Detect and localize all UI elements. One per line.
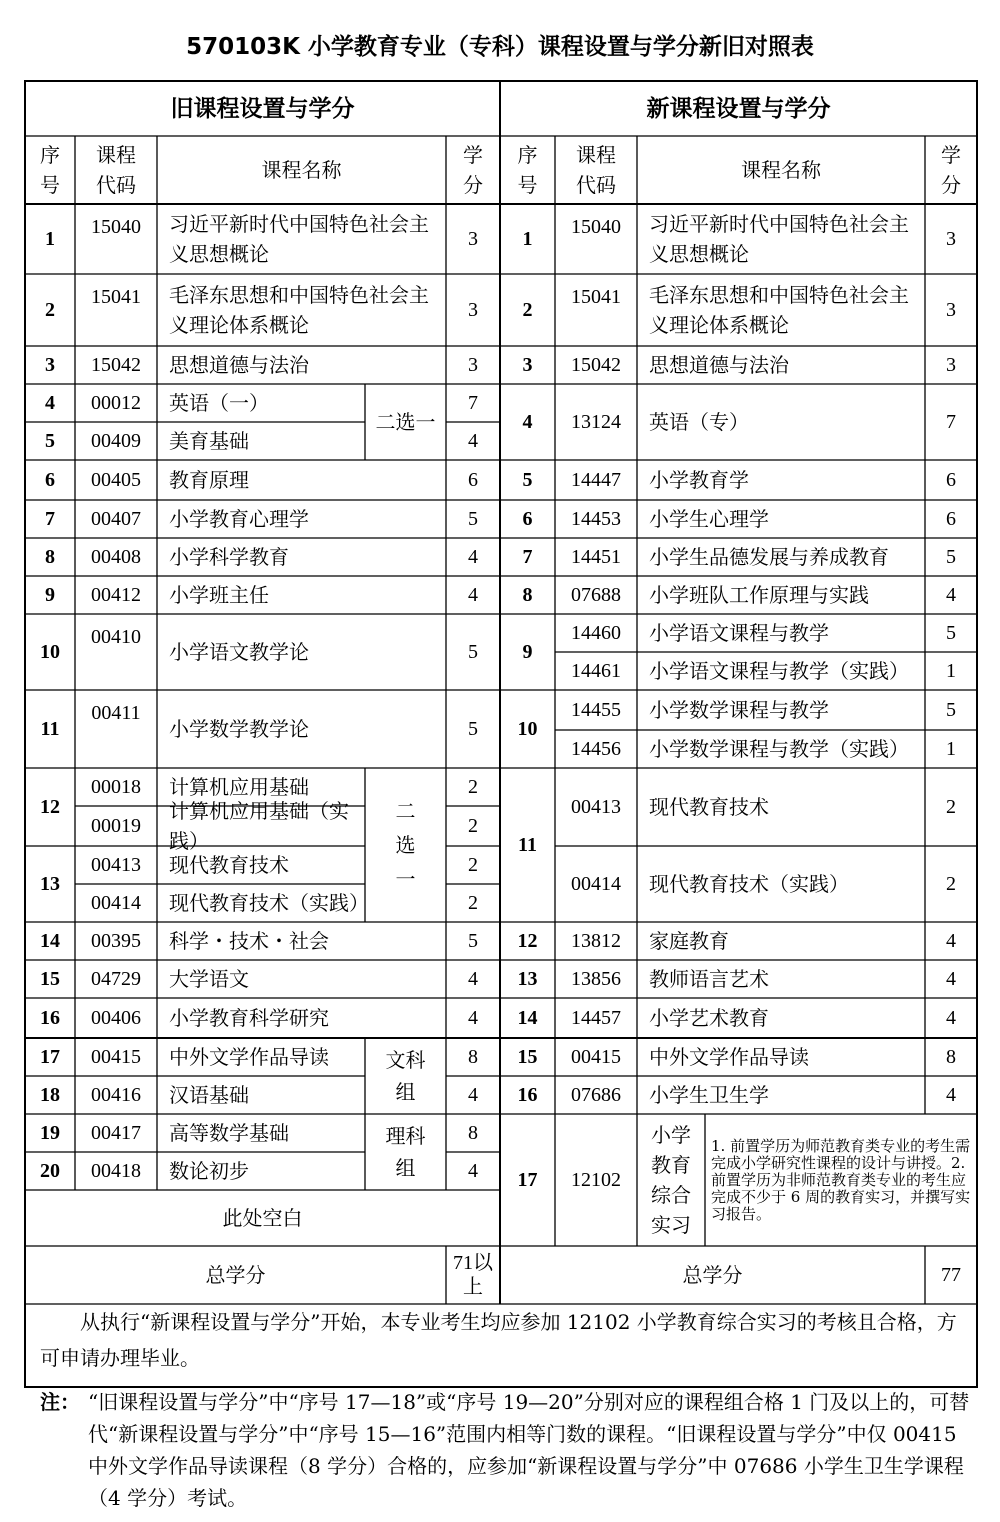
old-row-credit: 5 xyxy=(468,930,478,952)
old-row-credit: 2 xyxy=(468,892,478,914)
new-row-credit: 4 xyxy=(946,1084,956,1106)
new-row-seq: 13 xyxy=(517,968,538,990)
old-row-name: 汉语基础 xyxy=(169,1083,249,1107)
old-row-code: 00412 xyxy=(91,584,141,606)
new-row-seq: 15 xyxy=(517,1046,538,1068)
old-row-credit: 4 xyxy=(468,1084,478,1106)
old-row-credit: 4 xyxy=(468,584,478,606)
old-row-seq: 5 xyxy=(45,430,55,452)
new-total-label: 总学分 xyxy=(682,1263,743,1287)
new-row-name: 小学生品德发展与养成教育 xyxy=(649,545,889,569)
old-row-seq: 9 xyxy=(45,584,55,606)
old-row-name: 习近平新时代中国特色社会主义思想概论 xyxy=(169,212,429,266)
old-row-seq: 1 xyxy=(45,228,55,250)
new-row-seq: 7 xyxy=(522,546,533,568)
new-row-code: 15042 xyxy=(571,354,621,376)
new-row-seq: 14 xyxy=(517,1007,538,1029)
new-row-name: 小学艺术教育 xyxy=(649,1006,769,1030)
old-row-name: 大学语文 xyxy=(169,967,249,991)
new-row-name: 小学数学课程与教学 xyxy=(649,698,829,722)
old-row-code: 00413 xyxy=(91,854,141,876)
old-row-credit: 8 xyxy=(468,1122,478,1144)
old-row-code: 00409 xyxy=(91,430,141,452)
old-row-code: 15042 xyxy=(91,354,141,376)
old-col-credit: 学分 xyxy=(463,143,483,197)
old-row-credit: 7 xyxy=(468,392,478,414)
new-row-seq: 11 xyxy=(518,834,537,856)
new-col-credit: 学分 xyxy=(941,143,961,197)
new-col-code: 课程代码 xyxy=(576,143,616,197)
new-row-code: 14447 xyxy=(571,469,621,491)
old-row-code: 15041 xyxy=(91,286,141,308)
old-total-label: 总学分 xyxy=(205,1263,266,1287)
old-col-name: 课程名称 xyxy=(261,158,342,182)
old-row-seq: 18 xyxy=(40,1084,60,1106)
old-row-name: 计算机应用基础（实践） xyxy=(169,799,349,853)
new-row-credit: 3 xyxy=(946,228,956,250)
old-row-name: 思想道德与法治 xyxy=(169,353,309,377)
old-row-code: 00019 xyxy=(91,815,141,837)
new-row-code: 14457 xyxy=(571,1007,621,1029)
old-row-code: 00395 xyxy=(91,930,141,952)
old-row-name: 高等数学基础 xyxy=(169,1121,289,1145)
old-row-code: 00414 xyxy=(91,892,141,914)
new-row-credit: 4 xyxy=(946,930,956,952)
new-row-credit: 1 xyxy=(946,660,956,682)
old-row-seq: 6 xyxy=(45,469,55,491)
new-row-credit: 7 xyxy=(946,411,956,433)
old-col-code: 课程代码 xyxy=(96,143,136,197)
old-row-name: 美育基础 xyxy=(169,429,249,453)
new-total-value: 77 xyxy=(941,1264,961,1286)
old-row-name: 小学班主任 xyxy=(169,583,269,607)
new-row-code: 14461 xyxy=(571,660,621,682)
new-row-credit: 5 xyxy=(946,546,956,568)
old-row-credit: 2 xyxy=(468,776,478,798)
new-row-code: 00414 xyxy=(571,873,621,895)
old-row-name: 小学教育心理学 xyxy=(169,507,309,531)
old-row-code: 00415 xyxy=(91,1046,141,1068)
new-row-credit: 5 xyxy=(946,622,956,644)
arts-group-label: 文科组 xyxy=(385,1048,426,1104)
footnote-label: 注： xyxy=(40,1390,80,1414)
new-row-seq: 17 xyxy=(517,1169,538,1191)
old-row-name: 科学・技术・社会 xyxy=(169,929,329,953)
new-row-name: 小学语文课程与教学 xyxy=(649,621,829,645)
new-row-name: 小学教育学 xyxy=(649,468,749,492)
old-row-name: 小学数学教学论 xyxy=(169,717,309,741)
page-title: 570103K 小学教育专业（专科）课程设置与学分新旧对照表 xyxy=(186,34,814,60)
old-row-code: 00411 xyxy=(91,702,141,724)
new-row-seq: 8 xyxy=(522,584,533,606)
internship-notes: 1. 前置学历为师范教育类专业的考生需完成小学研究性课程的设计与讲授。2. 前置学历为非师范教育类专业的考生应完成不少于 6 周的教育实习，并撰写实习报告。 xyxy=(711,1136,971,1223)
new-section-header: 新课程设置与学分 xyxy=(646,95,831,122)
old-row-seq: 8 xyxy=(45,546,55,568)
old-row-seq: 12 xyxy=(40,796,60,818)
new-row-code: 12102 xyxy=(571,1169,621,1191)
new-row-name: 中外文学作品导读 xyxy=(649,1045,809,1069)
old-row-code: 00407 xyxy=(91,508,141,530)
new-row-credit: 6 xyxy=(946,469,956,491)
blank-placeholder: 此处空白 xyxy=(222,1206,303,1230)
old-row-credit: 4 xyxy=(468,430,478,452)
old-row-code: 00418 xyxy=(91,1160,141,1182)
internship-name-text: 小学教育综合实习 xyxy=(651,1123,691,1237)
new-row-credit: 4 xyxy=(946,584,956,606)
new-row-credit: 3 xyxy=(946,354,956,376)
new-row-code: 00415 xyxy=(571,1046,621,1068)
old-row-name: 小学语文教学论 xyxy=(169,640,309,664)
old-row-credit: 2 xyxy=(468,815,478,837)
new-row-seq: 5 xyxy=(522,469,533,491)
new-row-seq: 12 xyxy=(517,930,538,952)
old-row-credit: 2 xyxy=(468,854,478,876)
old-row-name: 数论初步 xyxy=(169,1159,249,1183)
old-col-seq: 序号 xyxy=(40,143,60,197)
new-row-credit: 3 xyxy=(946,299,956,321)
new-row-code: 14455 xyxy=(571,699,621,721)
new-row-seq: 1 xyxy=(522,228,533,250)
new-row-name: 教师语言艺术 xyxy=(649,967,769,991)
new-row-credit: 8 xyxy=(946,1046,956,1068)
new-row-seq: 4 xyxy=(522,411,533,433)
old-row-credit: 3 xyxy=(468,354,478,376)
new-row-credit: 4 xyxy=(946,968,956,990)
new-row-seq: 10 xyxy=(517,718,538,740)
new-row-code: 14460 xyxy=(571,622,621,644)
new-row-credit: 5 xyxy=(946,699,956,721)
old-row-seq: 17 xyxy=(40,1046,60,1068)
graduation-requirement-note: 从执行“新课程设置与学分”开始，本专业考生均应参加 12102 小学教育综合实习的考核且合格，方可申请办理毕业。 xyxy=(40,1310,957,1370)
old-row-credit: 5 xyxy=(468,718,478,740)
new-row-name: 思想道德与法治 xyxy=(649,353,789,377)
old-section-header: 旧课程设置与学分 xyxy=(170,95,355,122)
new-row-seq: 2 xyxy=(522,299,533,321)
new-row-name: 习近平新时代中国特色社会主义思想概论 xyxy=(649,212,909,266)
new-row-seq: 3 xyxy=(522,354,533,376)
new-row-name: 小学生心理学 xyxy=(649,507,769,531)
new-row-code: 14456 xyxy=(571,738,621,760)
new-row-name: 毛泽东思想和中国特色社会主义理论体系概论 xyxy=(649,283,909,337)
footnote-text: “旧课程设置与学分”中“序号 17—18”或“序号 19—20”分别对应的课程组合格 1 门及以上的，可替代“新课程设置与学分”中“序号 15—16”范围内相等门数的课程。“旧课程设置与学分”中仅 00415 中外文学作品导读课程（8 学分）合格的，应参加“新课程设置与学分”中 07686 小学生卫生学课程（4 学分）考试。 xyxy=(88,1390,970,1510)
old-row-seq: 13 xyxy=(40,873,60,895)
old-row-name: 现代教育技术（实践） xyxy=(169,891,369,915)
new-row-credit: 2 xyxy=(946,873,956,895)
new-row-name: 现代教育技术（实践） xyxy=(649,872,849,896)
new-row-code: 13124 xyxy=(571,411,621,433)
old-row-name: 计算机应用基础 xyxy=(169,775,309,799)
new-row-seq: 6 xyxy=(522,508,533,530)
old-row-name: 小学教育科学研究 xyxy=(169,1006,329,1030)
old-row-seq: 20 xyxy=(40,1160,60,1182)
old-row-seq: 4 xyxy=(45,392,55,414)
new-row-name: 小学班队工作原理与实践 xyxy=(649,583,869,607)
old-row-seq: 16 xyxy=(40,1007,60,1029)
choose-one-label-a: 二选一 xyxy=(375,410,436,434)
old-row-credit: 4 xyxy=(468,546,478,568)
old-row-seq: 10 xyxy=(40,641,60,663)
new-col-seq: 序号 xyxy=(517,143,538,197)
old-row-seq: 11 xyxy=(40,718,60,740)
old-row-credit: 5 xyxy=(468,641,478,663)
old-row-name: 小学科学教育 xyxy=(169,545,289,569)
new-row-name xyxy=(637,1114,705,1246)
old-row-credit: 3 xyxy=(468,299,478,321)
new-row-credit: 4 xyxy=(946,1007,956,1029)
new-row-name: 小学语文课程与教学（实践） xyxy=(649,659,909,683)
old-row-credit: 3 xyxy=(468,228,478,250)
new-row-name: 小学生卫生学 xyxy=(649,1083,769,1107)
old-row-credit: 5 xyxy=(468,508,478,530)
old-row-seq: 15 xyxy=(40,968,60,990)
old-row-name: 中外文学作品导读 xyxy=(169,1045,329,1069)
new-row-seq: 9 xyxy=(522,641,533,663)
old-row-name: 现代教育技术 xyxy=(169,853,289,877)
old-row-credit: 4 xyxy=(468,1160,478,1182)
old-row-code: 00012 xyxy=(91,392,141,414)
old-row-code: 00417 xyxy=(91,1122,141,1144)
old-row-code: 00416 xyxy=(91,1084,141,1106)
new-row-code: 13812 xyxy=(571,930,621,952)
new-row-code: 13856 xyxy=(571,968,621,990)
footnote xyxy=(40,1386,970,1514)
old-row-code: 00405 xyxy=(91,469,141,491)
new-row-code: 07688 xyxy=(571,584,621,606)
old-row-name: 教育原理 xyxy=(169,468,249,492)
old-row-credit: 4 xyxy=(468,968,478,990)
old-row-code: 00406 xyxy=(91,1007,141,1029)
new-row-name: 家庭教育 xyxy=(649,929,729,953)
new-row-code: 07686 xyxy=(571,1084,621,1106)
old-row-code: 04729 xyxy=(91,968,141,990)
old-row-code: 15040 xyxy=(91,216,141,238)
old-row-credit: 6 xyxy=(468,469,478,491)
new-col-name: 课程名称 xyxy=(741,158,821,182)
new-row-credit: 2 xyxy=(946,796,956,818)
new-row-seq: 16 xyxy=(517,1084,538,1106)
old-row-seq: 19 xyxy=(40,1122,60,1144)
old-row-code: 00018 xyxy=(91,776,141,798)
new-row-credit: 6 xyxy=(946,508,956,530)
old-row-seq: 7 xyxy=(45,508,55,530)
old-row-seq: 2 xyxy=(45,299,55,321)
old-row-seq: 14 xyxy=(40,930,60,952)
new-row-name: 小学数学课程与教学（实践） xyxy=(649,737,909,761)
new-row-credit: 1 xyxy=(946,738,956,760)
new-row-code: 00413 xyxy=(571,796,621,818)
old-row-credit: 8 xyxy=(468,1046,478,1068)
old-row-code: 00410 xyxy=(91,626,141,648)
new-row-code: 14451 xyxy=(571,546,621,568)
science-group-label: 理科组 xyxy=(385,1124,426,1180)
choose-one-label-b: 二选一 xyxy=(395,799,416,891)
old-row-code: 00408 xyxy=(91,546,141,568)
old-total-value: 71以上 xyxy=(453,1252,493,1298)
old-row-name: 毛泽东思想和中国特色社会主义理论体系概论 xyxy=(169,283,429,337)
old-row-credit: 4 xyxy=(468,1007,478,1029)
new-row-name: 现代教育技术 xyxy=(649,795,769,819)
new-row-code: 14453 xyxy=(571,508,621,530)
new-row-code: 15040 xyxy=(571,216,621,238)
new-row-name: 英语（专） xyxy=(649,410,749,434)
new-row-code: 15041 xyxy=(571,286,621,308)
old-row-name: 英语（一） xyxy=(169,391,269,415)
old-row-seq: 3 xyxy=(45,354,55,376)
